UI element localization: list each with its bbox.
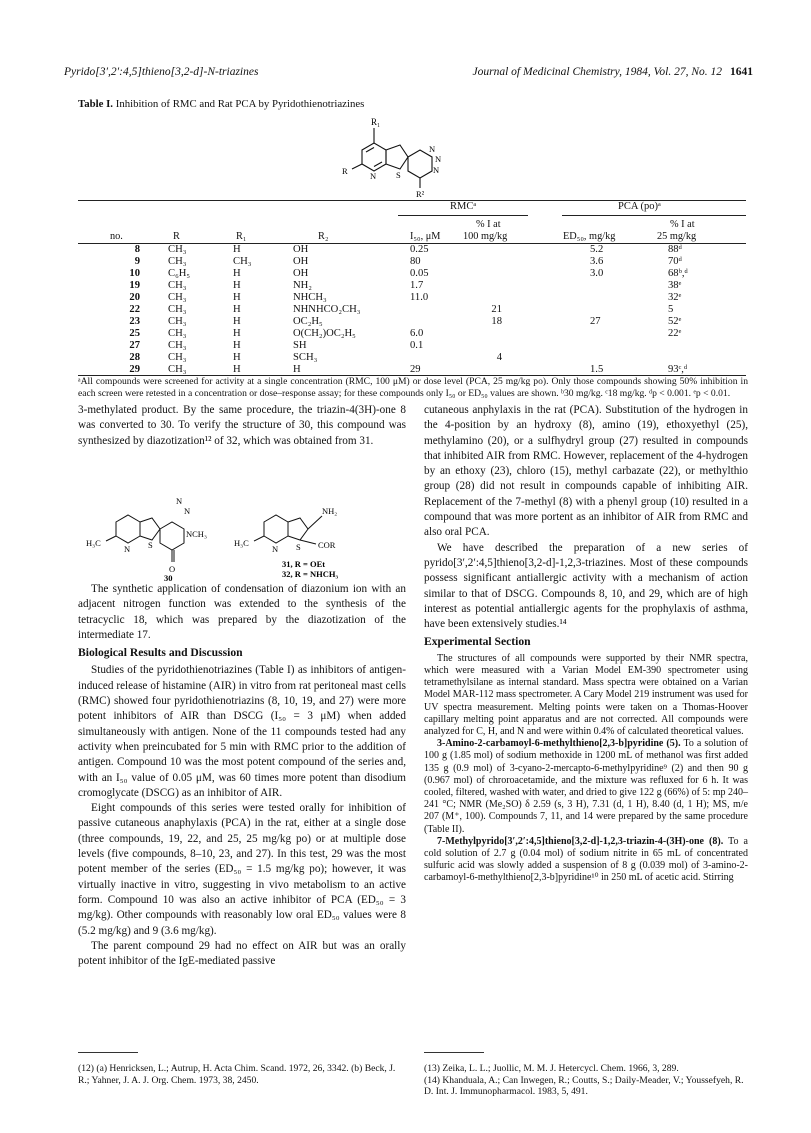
reference-13: (13) Zeika, L. L.; Juollic, M. M. J. Hetercycl. Chem. 1966, 3, 289. — [424, 1063, 679, 1074]
table-cell-i50: 0.25 — [410, 244, 429, 255]
table-cell-i50: 11.0 — [410, 292, 429, 303]
col-header-pct100-line1: % I at — [476, 219, 501, 230]
table-cell-r1: H — [233, 328, 241, 339]
paragraph: Studies of the pyridothienotriazines (Table I) as inhibitors of antigen-induced release of histamine (AIR) in vitro from rat peritoneal mast cells (RMC) showed four pyridothienotriazins (8, 10, 19, and 27) were more potent inhibitors of AIR than DSCG (I₅₀ = 3 μM) when added simultaneously with antigen. None of the 11 compounds tested had any activity when preincubated for 5 min with RMC prior to the addition of antigen. Compound 10 was the most potent compound of the series and, with an I₅₀ value of 0.05 μM, was 60 times more potent than disodium cromoglycate (DSCG) as an inhibitor of AIR. — [78, 664, 406, 799]
triazine-n2-label: N — [435, 154, 442, 164]
left-column-top — [78, 403, 406, 449]
carbonyl-o-label-30: O — [169, 564, 176, 574]
col-header-pct25-line1: % I at — [670, 219, 695, 230]
table-cell-pct25: 5 — [668, 304, 674, 315]
reference-separator-left — [78, 1052, 138, 1053]
table-cell-r: CH₃ — [168, 280, 187, 291]
right-column — [424, 403, 748, 885]
table-cell-no: 28 — [129, 352, 140, 363]
table-row — [0, 244, 811, 256]
col-header-i50: I₅₀, μM — [410, 231, 441, 242]
running-title: Pyrido[3′,2′:4,5]thieno[3,2-d]-N-triazines — [64, 66, 259, 78]
table-cell-r1: H — [233, 352, 241, 363]
table-cell-r: CH₃ — [168, 316, 187, 327]
table-cell-r1: H — [233, 364, 241, 375]
table-cell-pct25: 93ᶜ,ᵈ — [668, 364, 688, 375]
table-cell-r2: NH₂ — [293, 280, 312, 291]
table-cell-i50: 0.05 — [410, 268, 429, 279]
table-cell-i50: 29 — [410, 364, 421, 375]
table-row — [0, 268, 811, 280]
paragraph: cutaneous anphylaxis in the rat (PCA). Substitution of the hydrogen in the 4-position by an hydroxy (8), amino (19), ethoxyethyl (25), methylamino (20), or a sulfhydryl group (27) resulted in compounds that inhibited AIR from RMC. However, replacement of the 4-hydrogen by an ethoxy (23), chloro (15), methyl carbazate (22), or methylthio group (28) did not result in compounds capable of inhibiting AIR. Replacement of the 7-methyl (8) with a phenyl group (10) resulted in a compound that was more portent as an inhibitor of AIR from RMC and also oral PCA. — [424, 404, 748, 539]
table-row — [0, 280, 811, 292]
table-cell-pct25: 32ᵉ — [668, 292, 682, 303]
compound-number-31: 31, R = OEt — [282, 559, 326, 569]
table-cell-pct25: 52ᵉ — [668, 316, 682, 327]
nch3-label-30: NCH₃ — [186, 529, 207, 539]
table-cell-r1: H — [233, 268, 241, 279]
table-caption — [78, 98, 364, 110]
table-cell-pct25: 88ᵈ — [668, 244, 682, 255]
triazine-n1-label: N — [429, 144, 436, 154]
paragraph: Eight compounds of this series were tested orally for inhibition of passive cutaneous anaphylaxis (PCA) in the rat, either at a single dose (three compounds, 19, 22, and 25, 25 mg/kg po) or at multiple dose levels (five compounds, 8–10, 23, and 27). In this test, 29 was the most potent member of the series (ED₅₀ = 1.5 mg/kg po); however, it was virtually inactive in vitro, suggesting in vivo metabolism to an active form. Compound 10 was also an active inhibitor of PCA (ED₅₀ = 3 mg/kg). Other compounds with reasonably low oral ED₅₀ values were 8 (5.2 mg/kg) and 9 (3.6 mg/kg). — [78, 802, 406, 937]
r2-label: R² — [416, 189, 425, 198]
procedure-title: 7-Methylpyrido[3′,2′:4,5]thieno[3,2-d]-1,2,3-triazin-4-(3H)-one (8). — [437, 835, 724, 847]
thiophene-s-label: S — [396, 170, 401, 180]
table-footnote: ᵃAll compounds were screened for activity at a single concentration (RMC, 100 μM) or dose level (PCA, 25 mg/kg po). Only those compounds showing 50% inhibition in each screen were retested in a concentration or dose–response assay; for these compounds only I₅₀ or ED₅₀ values are shown. ᵇ30 mg/kg. ᶜ18 mg/kg. ᵈp < 0.001. ᵉp < 0.01. — [78, 376, 748, 399]
table-cell-r1: H — [233, 244, 241, 255]
general-structure-diagram — [340, 116, 490, 198]
reference-separator-right — [424, 1052, 484, 1053]
scheme-compounds-30-32 — [86, 492, 406, 582]
procedure-text: To a solution of 100 g (1.85 mol) of sodium methoxide in 1200 mL of methanol was first added 135 g (0.9 mol) of 3-cyano-2-mercapto-6-methylpyridine⁹ (2) and then 90 g (0.967 mol) of chroroacetamide, and the mixture was refluxed for 6 h. It was cooled, filtered, washed with water, and dried to give 122 g (66%) of 5: mp 240–241 °C; NMR (Me₂SO) δ 2.59 (s, 3 H), 7.31 (d, 1 H), 8.40 (d, 1 H); MS, m/e 207 (M⁺, 100). Compounds 7, 11, and 14 were prepared by the same procedure (Table II). — [424, 738, 748, 835]
left-column-body — [78, 582, 406, 969]
table-cell-i50: 6.0 — [410, 328, 424, 339]
table-row — [0, 352, 811, 364]
table-cell-r2: OC₂H₅ — [293, 316, 323, 327]
section-heading: Biological Results and Discussion — [78, 646, 243, 660]
table-cell-ed50: 3.6 — [590, 256, 604, 267]
table-cell-r: CH₃ — [168, 352, 187, 363]
table-cell-no: 25 — [129, 328, 140, 339]
table-cell-ed50: 1.5 — [590, 364, 604, 375]
paragraph: We have described the preparation of a new series of pyrido[3′,2′:4,5]thieno[3,2-d]-1,2,3-triazines. Most of these compounds possess significant antiallergic activity with a mechanism of action similar to that of DSCG. Compounds 8, 10, and 29, which are of high interest as potential antiallergic agents for the prophylaxis of asthma, have been extensively studies.¹⁴ — [424, 541, 748, 631]
col-header-pct25-line2: 25 mg/kg — [657, 231, 697, 242]
table-cell-no: 27 — [129, 340, 140, 351]
table-cell-r2: OH — [293, 268, 309, 279]
pyridine-n-label-30: N — [124, 544, 131, 554]
table-cell-pct100: 4 — [496, 352, 502, 363]
table-cell-no: 20 — [129, 292, 140, 303]
compound-number-32: 32, R = NHCH₃ — [282, 569, 339, 579]
rmc-group-rule — [398, 215, 528, 216]
procedure-text: To a cold solution of 2.7 g (0.04 mol) of sodium nitrite in 65 mL of concentrated sulfuric acid was slowly added a suspension of 8 g (0.039 mol) of 3-amino-2-carbamoyl-6-methylthieno[2,3-b]pyridine¹⁰ in 250 mL of acetic acid. Stirring — [424, 835, 748, 884]
table-cell-r: CH₃ — [168, 340, 187, 351]
table-cell-r: CH₃ — [168, 292, 187, 303]
triazine-n3-label: N — [433, 165, 440, 175]
table-cell-no: 29 — [129, 364, 140, 375]
paragraph: 3-methylated product. By the same procedure, the triazin-4(3H)-one 8 was converted to 30. To verify the structure of 30, this compound was synthesized by diazotization¹² of 32, which was obtained from 31. — [78, 404, 406, 447]
paragraph — [424, 738, 748, 836]
table-cell-r2: O(CH₂)OC₂H₅ — [293, 328, 356, 339]
col-header-r1: R₁ — [236, 231, 247, 242]
r-label: R — [342, 166, 348, 176]
compound-number-30: 30 — [164, 573, 173, 582]
table-cell-no: 23 — [129, 316, 140, 327]
table-cell-r2: SH — [293, 340, 307, 351]
paragraph: The structures of all compounds were supported by their NMR spectra, which were measured with a Varian Model EM-390 spectrometer using tetramethylsilane as internal standard. Mass spectra were obtained on a Varian Model MAR-112 mass spectrometer. A Cary Model 219 instrument was used for UV spectra measurement. Melting points were taken on a Thomas-Hoover capillary melting point apparatus and are not corrected. All compounds were analyzed for C, H, and N and were within 0.4% of calculated theoretical values. — [424, 652, 748, 737]
table-cell-r: CH₃ — [168, 364, 187, 375]
compound-31-32-bonds — [254, 515, 322, 544]
paragraph: The parent compound 29 had no effect on AIR but was an orally potent inhibitor of the IgE-mediated passive — [78, 939, 406, 968]
pyridine-n-label: N — [370, 171, 377, 181]
table-cell-r1: H — [233, 316, 241, 327]
table-cell-pct100: 18 — [491, 316, 502, 327]
r1-label: R₁ — [371, 117, 381, 127]
table-row — [0, 316, 811, 328]
journal-citation — [473, 66, 753, 78]
table-cell-r: C₆H₅ — [168, 268, 191, 279]
table-label: Table I. — [78, 98, 114, 110]
col-header-r2: R₂ — [318, 231, 329, 242]
table-row — [0, 256, 811, 268]
cor-label-31: COR — [318, 540, 336, 550]
ring-system-bonds — [352, 128, 432, 188]
table-cell-ed50: 27 — [590, 316, 601, 327]
triazine-n1-label-30: N — [176, 496, 183, 506]
table-row — [0, 328, 811, 340]
table-cell-i50: 1.7 — [410, 280, 424, 291]
table-row — [0, 304, 811, 316]
table-cell-pct25: 38ᵉ — [668, 280, 682, 291]
table-caption-text: Inhibition of RMC and Rat PCA by Pyridothienotriazines — [115, 98, 365, 110]
table-cell-r: CH₃ — [168, 328, 187, 339]
section-heading: Experimental Section — [424, 635, 531, 649]
table-cell-i50: 80 — [410, 256, 421, 267]
compound-30-bonds — [106, 515, 184, 562]
pca-group-rule — [562, 215, 746, 216]
paragraph: The synthetic application of condensation of diazonium ion with an adjacent nitrogen function was extended to the synthesis of the tetracyclic 18, which was prepared by the diazotization of the intermediate 17. — [78, 583, 406, 641]
col-header-pct100-line2: 100 mg/kg — [463, 231, 508, 242]
table-cell-r2: OH — [293, 244, 309, 255]
nh2-label-31: NH₂ — [322, 506, 338, 516]
table-cell-r1: H — [233, 340, 241, 351]
table-cell-no: 8 — [134, 244, 140, 255]
table-cell-r: CH₃ — [168, 256, 187, 267]
table-cell-ed50: 5.2 — [590, 244, 604, 255]
table-cell-no: 10 — [129, 268, 140, 279]
table-cell-r2: NHNHCO₂CH₃ — [293, 304, 361, 315]
triazine-n2-label-30: N — [184, 506, 191, 516]
table-cell-no: 9 — [134, 256, 140, 267]
h3c-label-31: H₃C — [234, 538, 249, 548]
col-header-no: no. — [110, 231, 123, 242]
table-cell-r2: SCH₃ — [293, 352, 318, 363]
table-cell-pct25: 70ᵈ — [668, 256, 682, 267]
page-number: 1641 — [730, 66, 753, 78]
table-cell-pct25: 22ᵉ — [668, 328, 682, 339]
col-header-r: R — [173, 231, 180, 242]
table-cell-r: CH₃ — [168, 304, 187, 315]
h3c-label-30: H₃C — [86, 538, 101, 548]
table-cell-ed50: 3.0 — [590, 268, 604, 279]
reference-14: (14) Khanduala, A.; Can Inwegen, R.; Coutts, S.; Daily-Meader, V.; Youssefyeh, R. D. Int. J. Immunopharmacol. 1983, 5, 491. — [424, 1074, 744, 1098]
pca-group-header: PCA (po)ᵃ — [618, 201, 661, 212]
table-cell-r2: H — [293, 364, 301, 375]
table-cell-no: 22 — [129, 304, 140, 315]
table-cell-pct25: 68ᵇ,ᵈ — [668, 268, 688, 279]
table-cell-r1: H — [233, 280, 241, 291]
table-cell-r1: H — [233, 304, 241, 315]
table-cell-r2: OH — [293, 256, 309, 267]
table-row — [0, 292, 811, 304]
pyridine-n-label-31: N — [272, 544, 279, 554]
table-cell-pct100: 21 — [491, 304, 502, 315]
table-cell-no: 19 — [129, 280, 140, 291]
rmc-group-header: RMCᵃ — [450, 201, 477, 212]
references-right — [424, 1063, 748, 1098]
procedure-title: 3-Amino-2-carbamoyl-6-methylthieno[2,3-b]pyridine (5). — [437, 738, 681, 750]
journal-name: Journal of Medicinal Chemistry, 1984, Vol. 27, No. 12 — [472, 66, 722, 78]
table-cell-i50: 0.1 — [410, 340, 424, 351]
paragraph — [424, 836, 748, 885]
col-header-ed50: ED₅₀, mg/kg — [563, 231, 616, 242]
table-cell-r1: H — [233, 292, 241, 303]
thiophene-s-label-31: S — [296, 542, 301, 552]
reference-12: (12) (a) Henricksen, L.; Autrup, H. Acta Chim. Scand. 1972, 26, 3342. (b) Beck, J. R.; Yahner, J. A. J. Org. Chem. 1973, 38, 2450. — [78, 1063, 396, 1086]
table-row — [0, 340, 811, 352]
table-cell-r: CH₃ — [168, 244, 187, 255]
table-cell-r2: NHCH₃ — [293, 292, 327, 303]
table-cell-r1: CH₃ — [233, 256, 252, 267]
thiophene-s-label-30: S — [148, 540, 153, 550]
